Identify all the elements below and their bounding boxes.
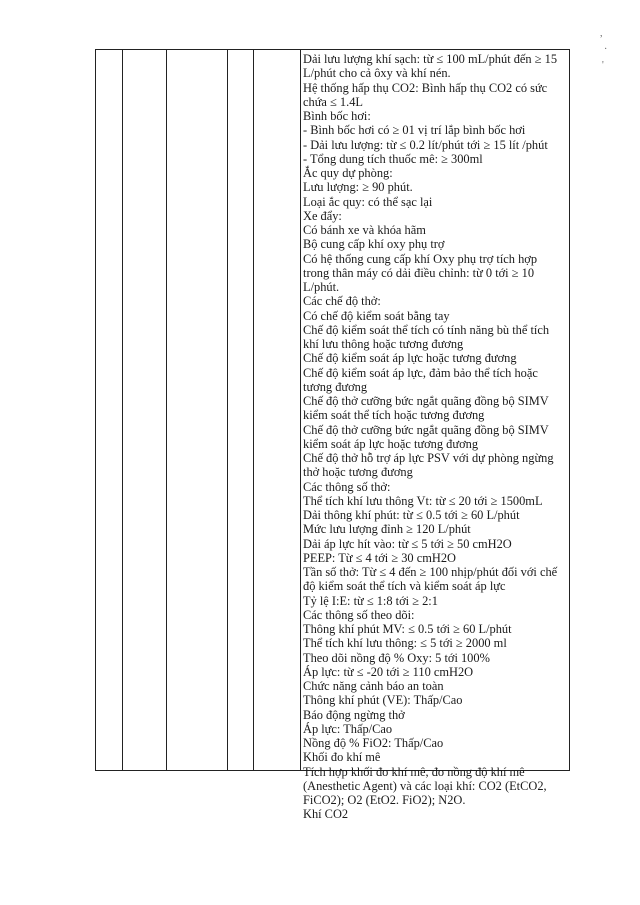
spec-line: Loại ắc quy: có thể sạc lại [303,194,433,209]
spec-line: Thông khí phút (VE): Thấp/Cao [303,693,463,708]
spec-line: Tần số thở: Từ ≤ 4 đến ≥ 100 nhịp/phút đối với chế độ kiểm soát thể tích và kiểm soát áp lực [303,565,558,594]
spec-line: - Dải lưu lượng: từ ≤ 0.2 lít/phút tới ≥ 15 lít /phút [303,137,548,152]
column-border [569,49,570,771]
margin-mark: · [604,44,608,55]
spec-line: Báo động ngừng thở [303,707,405,722]
spec-line: Tỷ lệ I:E: từ ≤ 1:8 tới ≥ 2:1 [303,593,438,608]
spec-line: Dải lưu lượng khí sạch: từ ≤ 100 mL/phút đến ≥ 15 L/phút cho cả ôxy và khí nén. [303,52,558,81]
spec-line: Thông khí phút MV: ≤ 0.5 tới ≥ 60 L/phút [303,622,512,636]
spec-line: Có hệ thống cung cấp khí Oxy phụ trợ tích hợp trong thân máy có dải điều chỉnh: từ 0 tới ≥ 10 L/phút. [303,251,538,294]
spec-line: - Tổng dung tích thuốc mê: ≥ 300ml [303,151,483,166]
column-border [253,49,254,771]
spec-line: Thể tích khí lưu thông: ≤ 5 tới ≥ 2000 ml [303,636,507,651]
spec-line: Chế độ kiểm soát thể tích có tính năng bù thể tích khí lưu thông hoặc tương đương [303,322,550,351]
spec-line: Dải áp lực hít vào: từ ≤ 5 tới ≥ 50 cmH2O [303,536,512,551]
spec-line: Các thông số theo dõi: [303,607,415,622]
spec-line: Thể tích khí lưu thông Vt: từ ≤ 20 tới ≥ 1500mL [303,493,543,508]
spec-line: Khí CO2 [303,807,349,822]
spec-line: Hệ thống hấp thụ CO2: Bình hấp thụ CO2 có sức chứa ≤ 1.4L [303,80,548,109]
spec-line: Ắc quy dự phòng: [303,166,393,180]
spec-line: Bộ cung cấp khí oxy phụ trợ [303,237,445,252]
spec-line: Áp lực: Thấp/Cao [303,721,393,736]
margin-mark: ' [602,60,604,71]
spec-line: Áp lực: từ ≤ -20 tới ≥ 110 cmH2O [303,664,474,679]
spec-line: Có chế độ kiểm soát bằng tay [303,308,450,323]
spec-line: Lưu lượng: ≥ 90 phút. [303,180,413,195]
spec-line: PEEP: Từ ≤ 4 tới ≥ 30 cmH2O [303,550,456,565]
spec-table [95,49,570,822]
spec-line: Chức năng cảnh báo an toàn [303,679,444,693]
spec-line: Chế độ kiểm soát áp lực, đảm bảo thể tích hoặc tương đương [303,365,538,394]
spec-line: - Bình bốc hơi có ≥ 01 vị trí lắp bình bốc hơi [303,123,526,138]
spec-line: Dải thông khí phút: từ ≤ 0.5 tới ≥ 60 L/phút [303,508,520,522]
spec-line: Xe đẩy: [303,208,342,223]
column-border [227,49,228,771]
spec-line: Khối đo khí mê [303,750,381,765]
specification-cell [303,52,566,822]
spec-line: Theo dõi nồng độ % Oxy: 5 tới 100% [303,650,490,665]
spec-line: Bình bốc hơi: [303,109,371,123]
column-border [166,49,167,771]
spec-line: Chế độ thở hỗ trợ áp lực PSV với dự phòng ngừng thở hoặc tương đương [303,451,554,480]
column-border [122,49,123,771]
column-border [300,49,301,771]
spec-line: Chế độ kiểm soát áp lực hoặc tương đương [303,351,517,366]
column-border [95,49,96,771]
spec-line: Các thông số thở: [303,479,391,494]
spec-line: Tích hợp khối đo khí mê, đo nồng độ khí mê (Anesthetic Agent) và các loại khí: CO2 (EtCO2, FiCO2); O2 (EtO2. FiO2); N2O. [303,764,547,807]
margin-mark: , [600,28,603,39]
spec-line: Chế độ thở cưỡng bức ngắt quãng đồng bộ SIMV kiểm soát áp lực hoặc tương đương [303,422,549,451]
spec-line: Có bánh xe và khóa hãm [303,223,426,237]
spec-line: Chế độ thở cưỡng bức ngắt quãng đồng bộ SIMV kiểm soát thể tích hoặc tương đương [303,394,549,423]
spec-line: Mức lưu lượng đỉnh ≥ 120 L/phút [303,522,471,537]
spec-line: Nồng độ % FiO2: Thấp/Cao [303,736,444,750]
spec-line: Các chế độ thở: [303,294,381,309]
